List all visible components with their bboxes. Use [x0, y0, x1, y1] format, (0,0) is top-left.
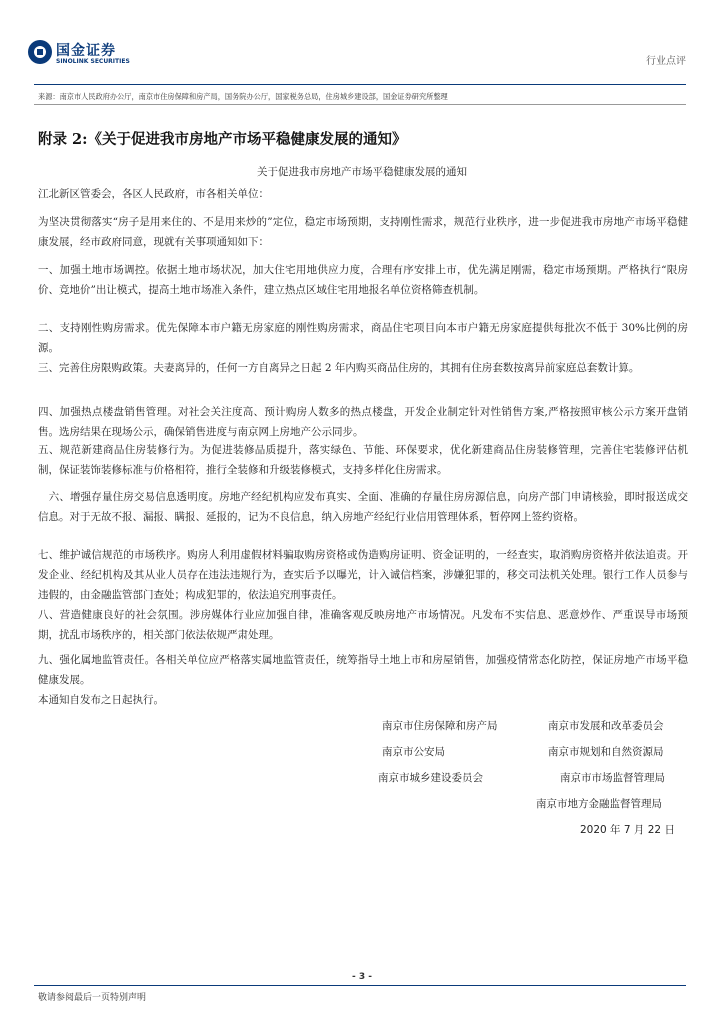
clause-3-paragraph: 三、完善住房限购政策。夫妻离异的，任何一方自离异之日起 2 年内购买商品住房的，其拥有住房套数按离异前家庭总套数计算。 — [38, 362, 640, 374]
clause-2-paragraph: 二、支持刚性购房需求。优先保障本市户籍无房家庭的刚性购房需求，商品住宅项目向本市户籍无房家庭提供每批次不低于 30%比例的房源。 — [38, 322, 688, 354]
disclaimer-note: 敬请参阅最后一页特别声明 — [38, 993, 147, 1003]
appendix-title: 附录 2:《关于促进我市房地产市场平稳健康发展的通知》 — [38, 131, 407, 148]
footer-divider — [34, 985, 686, 986]
report-type-label: 行业点评 — [646, 56, 686, 67]
clause-8-paragraph: 八、营造健康良好的社会氛围。涉房媒体行业应加强自律，准确客观反映房地产市场情况。凡发布不实信息、恶意炒作、严重误导市场预期，扰乱市场秩序的，相关部门依法依规严肃处理。 — [38, 609, 688, 641]
clause-7-paragraph: 七、维护诚信规范的市场秩序。购房人利用虚假材料骗取购房资格或伪造购房证明、资金证明的，一经查实，取消购房资格并依法追责。开发企业、经纪机构及其从业人员存在违法违规行为，查实后予以曝光，计入诚信档案，涉嫌犯罪的，移交司法机关处理。银行工作人员参与违假的，由金融监管部门查处；构成犯罪的，依法追究刑事责任。 — [38, 549, 688, 601]
issue-date: 2020 年 7 月 22 日 — [580, 824, 675, 836]
signatory: 南京市公安局 — [382, 746, 445, 758]
preamble-paragraph: 为坚决贯彻落实“房子是用来住的、不是用来炒的”定位，稳定市场预期，支持刚性需求，规范行业秩序，进一步促进我市房地产市场平稳健康发展，经市政府同意，现就有关事项通知如下： — [38, 216, 688, 248]
clause-4-paragraph: 四、加强热点楼盘销售管理。对社会关注度高、预计购房人数多的热点楼盘，开发企业制定针对性销售方案,严格按照审核公示方案开盘销售。选房结果在现场公示，确保销售进度与南京网上房地产公示同步。 — [38, 406, 688, 438]
clause-5-paragraph: 五、规范新建商品住房装修行为。为促进装修品质提升，落实绿色、节能、环保要求，优化新建商品住房装修管理，完善住宅装修评估机制，保证装饰装修标准与价格相符，推行全装修和升级装修模式，支持多样化住房需求。 — [38, 444, 688, 476]
clause-6-paragraph: 六、增强存量住房交易信息透明度。房地产经纪机构应发布真实、全面、准确的存量住房房源信息，向房产部门申请核验，即时报送成交信息。对于无故不报、漏报、瞒报、延报的，记为不良信息，纳入房地产经纪行业信用管理体系，暂停网上签约资格。 — [38, 491, 688, 523]
source-divider — [34, 104, 686, 105]
clause-9-paragraph: 九、强化属地监管责任。各相关单位应严格落实属地监管责任，统筹指导土地上市和房屋销售，加强疫情常态化防控，保证房地产市场平稳健康发展。 — [38, 654, 688, 686]
effective-date-paragraph: 本通知自发布之日起执行。 — [38, 694, 164, 706]
logo-english-name: SINOLINK SECURITIES — [56, 58, 130, 65]
page-number: - 3 - — [352, 972, 372, 982]
header-divider — [34, 84, 686, 85]
clause-1-paragraph: 一、加强土地市场调控。依据土地市场状况，加大住宅用地供应力度，合理有序安排上市，优先满足刚需，稳定市场预期。严格执行“限房价、竞地价”出让模式，提高土地市场准入条件，建立热点区域住宅用地报名单位资格筛查机制。 — [38, 264, 688, 296]
source-note: 来源：南京市人民政府办公厅，南京市住房保障和房产局，国务院办公厅，国家税务总局，住房城乡建设部，国金证券研究所整理 — [38, 92, 448, 101]
logo-chinese-name: 国金证券 — [56, 43, 116, 59]
signatory: 南京市市场监督管理局 — [560, 772, 665, 784]
signatory: 南京市城乡建设委员会 — [378, 772, 483, 784]
signatory: 南京市住房保障和房产局 — [382, 720, 498, 732]
addressee: 江北新区管委会，各区人民政府，市各相关单位： — [38, 188, 269, 200]
logo-icon — [28, 40, 52, 64]
signatory: 南京市发展和改革委员会 — [548, 720, 664, 732]
company-logo — [28, 40, 138, 70]
document-title: 关于促进我市房地产市场平稳健康发展的通知 — [257, 166, 467, 178]
page-header — [0, 0, 724, 88]
signatory: 南京市规划和自然资源局 — [548, 746, 664, 758]
signatory: 南京市地方金融监督管理局 — [536, 798, 662, 810]
